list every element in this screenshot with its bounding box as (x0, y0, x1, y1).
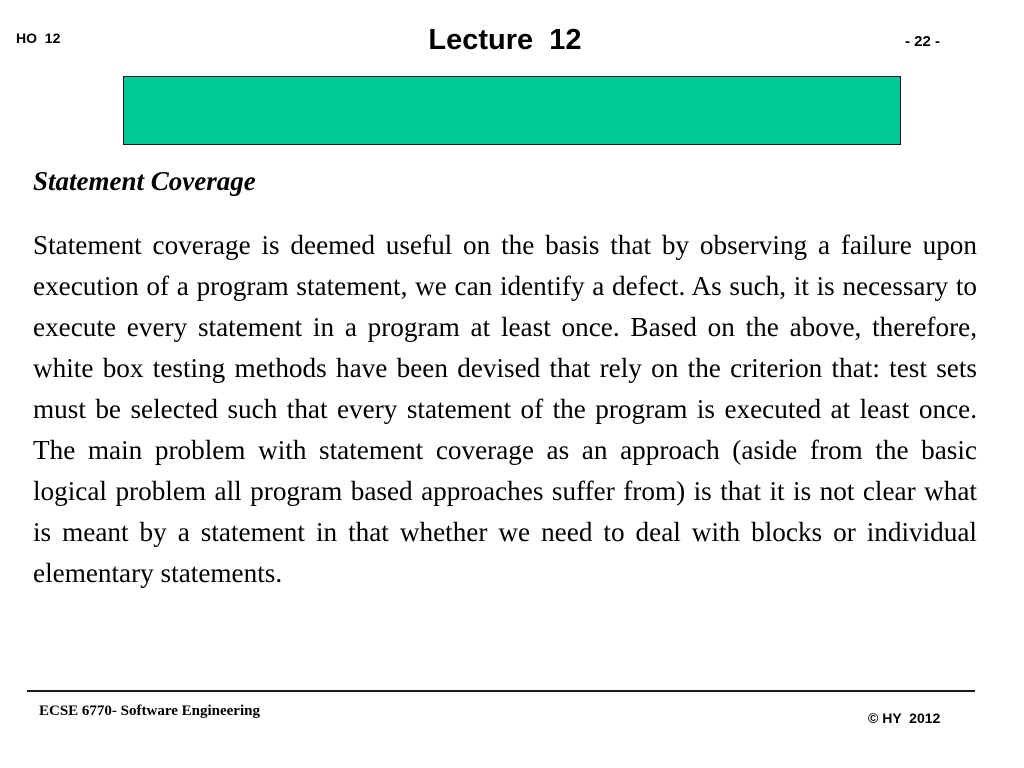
body-paragraph: Statement coverage is deemed useful on the basis that by observing a failure upon execution of a program statement, we can identify a defect. As such, it is necessary to execute every statement in a program at least once. Based on the above, therefore, white box testing methods have been devised that rely on the criterion that: test sets must be selected such that every statement of the program is executed at least once. The main problem with statement coverage as an approach (aside from the basic logical problem all program based approaches suffer from) is that it is not clear what is meant by a statement in that whether we need to deal with blocks or individual elementary statements. (33, 230, 977, 588)
lecture-title: Lecture 12 (428, 24, 582, 56)
footer-copyright: © HY 2012 (868, 710, 941, 726)
section-heading: Statement Coverage (33, 166, 256, 196)
page-number: - 22 - (905, 33, 941, 50)
title-banner (123, 76, 901, 145)
footer-course: ECSE 6770- Software Engineering (39, 703, 260, 719)
handout-label: HO 12 (16, 30, 61, 46)
footer-divider (27, 690, 975, 692)
